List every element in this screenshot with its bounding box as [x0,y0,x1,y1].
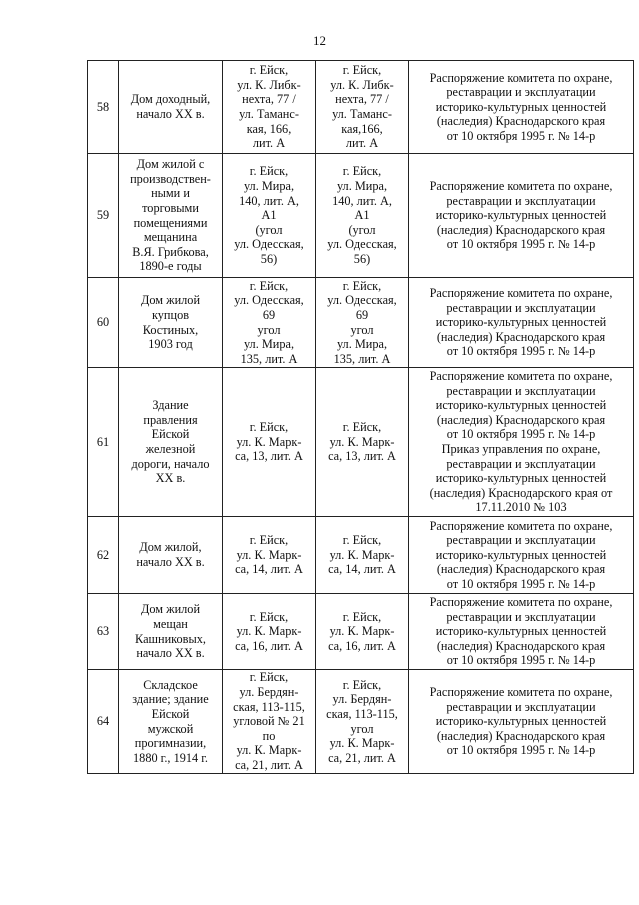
object-address: г. Ейск, ул. К. Марк- са, 16, лит. А [223,594,316,670]
row-number: 59 [88,154,119,278]
row-number: 60 [88,278,119,368]
table-row [88,278,634,368]
protection-document: Распоряжение комитета по охране, реставрации и эксплуатации историко-культурных ценностей (наследия) Краснодарского края от 10 октября 1995 г. № 14-р Приказ управления по охране, реставрации и эксплуатации историко-культурных ценностей (наследия) Краснодарского края от 17.11.2010 № 103 [409,368,634,517]
object-address-actual: г. Ейск, ул. К. Марк- са, 14, лит. А [316,517,409,594]
object-name: Здание правления Ейской железной дороги, начало XX в. [119,368,223,517]
object-address: г. Ейск, ул. Мира, 140, лит. А, А1 (угол ул. Одесская, 56) [223,154,316,278]
row-number: 62 [88,517,119,594]
object-address-actual: г. Ейск, ул. К. Марк- са, 13, лит. А [316,368,409,517]
table-row [88,368,634,517]
table-row [88,594,634,670]
heritage-objects-table [87,60,634,774]
object-name: Дом жилой мещан Кашниковых, начало XX в. [119,594,223,670]
table-row [88,670,634,774]
object-address: г. Ейск, ул. Бердян- ская, 113-115, угловой № 21 по ул. К. Марк- са, 21, лит. А [223,670,316,774]
protection-document: Распоряжение комитета по охране, реставрации и эксплуатации историко-культурных ценностей (наследия) Краснодарского края от 10 октября 1995 г. № 14-р [409,61,634,154]
object-address-actual: г. Ейск, ул. К. Либк- нехта, 77 / ул. Таманс- кая,166, лит. А [316,61,409,154]
object-address-actual: г. Ейск, ул. К. Марк- са, 16, лит. А [316,594,409,670]
table-row [88,154,634,278]
protection-document: Распоряжение комитета по охране, реставрации и эксплуатации историко-культурных ценностей (наследия) Краснодарского края от 10 октября 1995 г. № 14-р [409,154,634,278]
protection-document: Распоряжение комитета по охране, реставрации и эксплуатации историко-культурных ценностей (наследия) Краснодарского края от 10 октября 1995 г. № 14-р [409,670,634,774]
object-name: Дом доходный, начало XX в. [119,61,223,154]
object-address: г. Ейск, ул. Одесская, 69 угол ул. Мира, 135, лит. А [223,278,316,368]
page-number: 12 [313,33,326,48]
protection-document: Распоряжение комитета по охране, реставрации и эксплуатации историко-культурных ценностей (наследия) Краснодарского края от 10 октября 1995 г. № 14-р [409,278,634,368]
object-name: Дом жилой купцов Костиных, 1903 год [119,278,223,368]
object-address-actual: г. Ейск, ул. Мира, 140, лит. А, А1 (угол ул. Одесская, 56) [316,154,409,278]
object-address: г. Ейск, ул. К. Марк- са, 14, лит. А [223,517,316,594]
row-number: 61 [88,368,119,517]
row-number: 64 [88,670,119,774]
object-address-actual: г. Ейск, ул. Одесская, 69 угол ул. Мира, 135, лит. А [316,278,409,368]
object-name: Дом жилой, начало XX в. [119,517,223,594]
protection-document: Распоряжение комитета по охране, реставрации и эксплуатации историко-культурных ценностей (наследия) Краснодарского края от 10 октября 1995 г. № 14-р [409,594,634,670]
protection-document: Распоряжение комитета по охране, реставрации и эксплуатации историко-культурных ценностей (наследия) Краснодарского края от 10 октября 1995 г. № 14-р [409,517,634,594]
object-address: г. Ейск, ул. К. Марк- са, 13, лит. А [223,368,316,517]
object-address-actual: г. Ейск, ул. Бердян- ская, 113-115, угол ул. К. Марк- са, 21, лит. А [316,670,409,774]
table-row [88,517,634,594]
row-number: 58 [88,61,119,154]
object-name: Складское здание; здание Ейской мужской прогимназии, 1880 г., 1914 г. [119,670,223,774]
object-address: г. Ейск, ул. К. Либк- нехта, 77 / ул. Таманс- кая, 166, лит. А [223,61,316,154]
object-name: Дом жилой с производствен- ными и торговыми помещениями мещанина В.Я. Грибкова, 1890-е годы [119,154,223,278]
table-row [88,61,634,154]
row-number: 63 [88,594,119,670]
